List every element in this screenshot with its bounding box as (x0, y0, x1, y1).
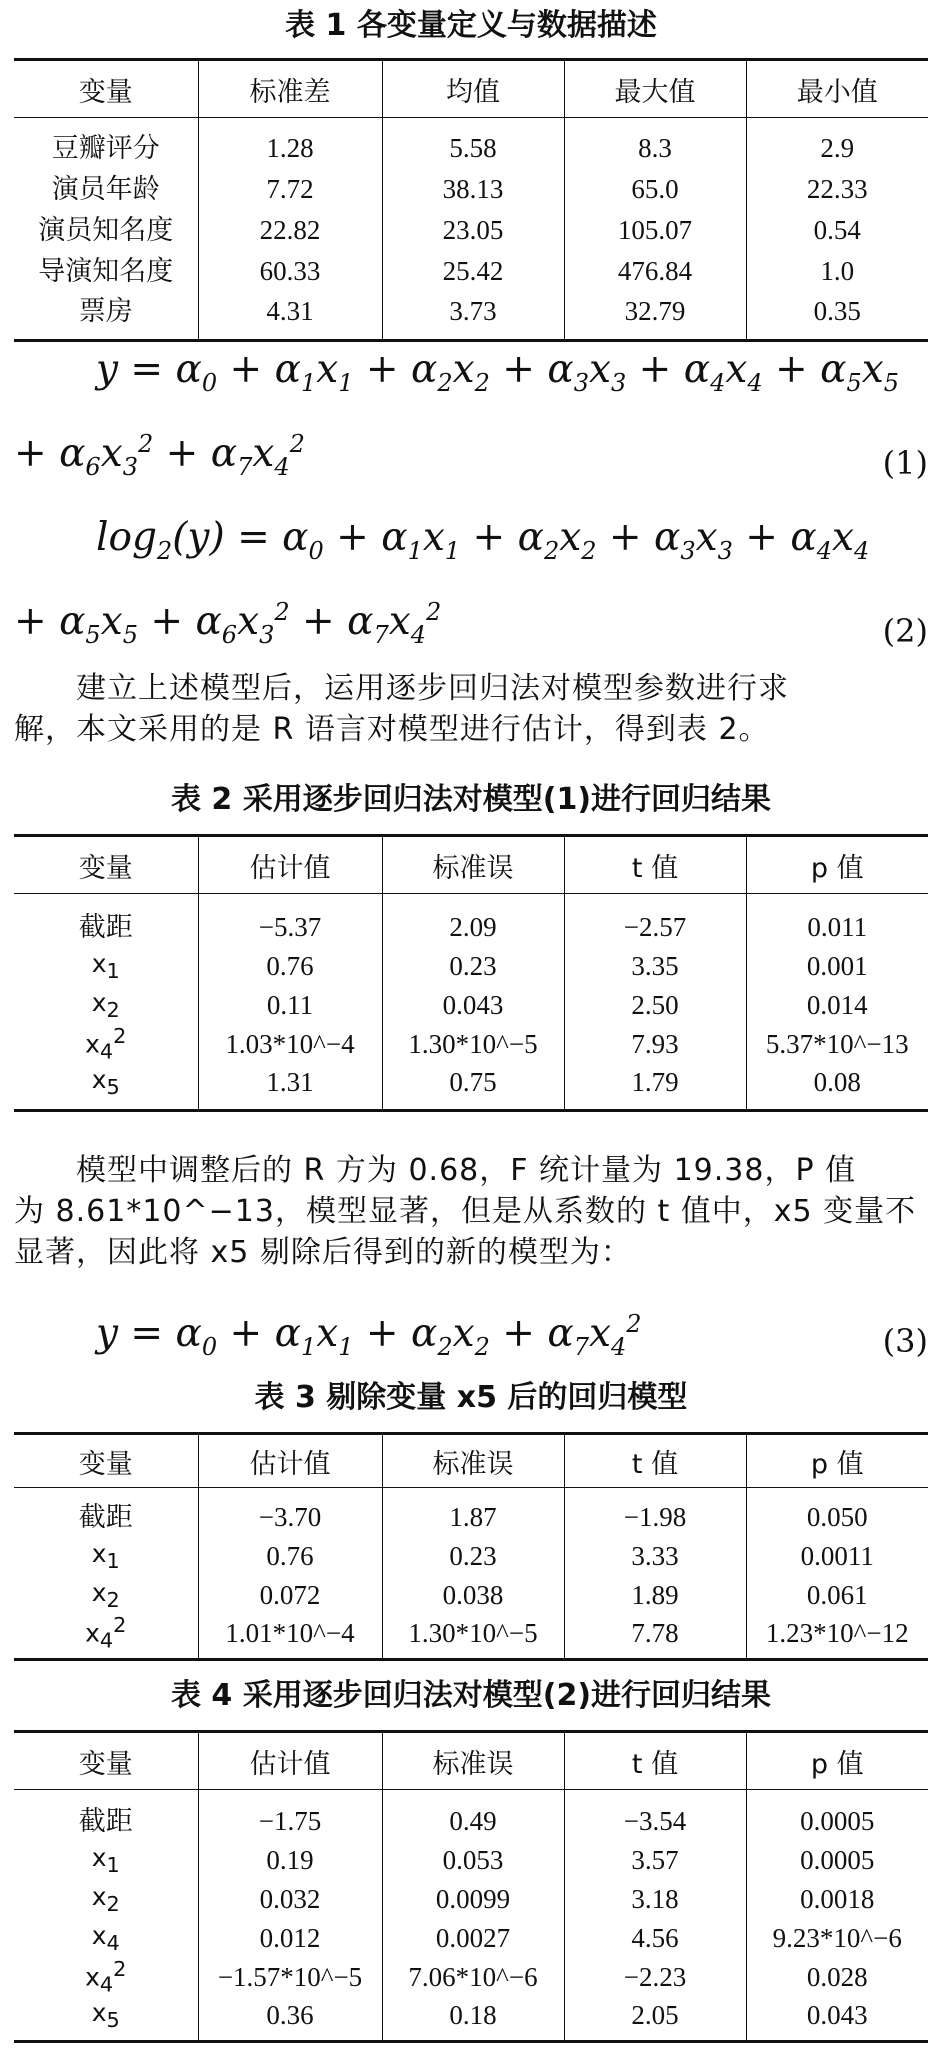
table2-cell: 0.76 (198, 947, 382, 986)
table4-cell: 0.19 (198, 1841, 382, 1880)
table3-cell: 1.30*10^−5 (382, 1615, 564, 1660)
table2-cell: −2.57 (564, 894, 746, 947)
equation-3-number: (3) (882, 1322, 928, 1360)
table1-header-1: 标准差 (198, 60, 382, 118)
equation-1-line2: + $\alpha_6x_3^2 + \alpha_7x_4^2$ (14, 430, 305, 481)
table3-cell: 0.038 (382, 1576, 564, 1615)
table2-cell: 0.08 (746, 1064, 928, 1111)
table2-cell: 1.79 (564, 1064, 746, 1111)
table4-caption: 表 4 采用逐步回归法对模型(2)进行回归结果 (170, 1678, 772, 1713)
table1-cell: 1.28 (198, 118, 382, 169)
table3-cell: 1.89 (564, 1576, 746, 1615)
table1-cell: 8.3 (564, 118, 746, 169)
equation-2-line1: $\log_2(y) = \alpha_0 + \alpha_1x_1 + \alpha_2x_2 + \alpha_3x_3 + \alpha_4x_4$ (96, 515, 870, 565)
table-row (14, 1537, 928, 1576)
table1-cell: 演员知名度 (38, 214, 174, 246)
table3-cell: $x_2$ (91, 1577, 120, 1612)
table-row (14, 894, 928, 947)
table3-cell: 0.072 (198, 1576, 382, 1615)
table4-cell: 7.06*10^−6 (382, 1958, 564, 1997)
table3-cell: $x_1$ (91, 1538, 120, 1573)
equation-1-line1: $y = \alpha_0 + \alpha_1x_1 + \alpha_2x_2 + \alpha_3x_3 + \alpha_4x_4 + \alpha_5x_5$ (96, 347, 899, 397)
paragraph-1-line2: 解，本文采用的是 R 语言对模型进行估计，得到表 2。 (14, 712, 770, 747)
table2-caption: 表 2 采用逐步回归法对模型(1)进行回归结果 (170, 782, 772, 817)
table2 (14, 834, 928, 1112)
table-row (14, 1576, 928, 1615)
table1-cell: 导演知名度 (38, 255, 174, 287)
table2-cell: 1.30*10^−5 (382, 1025, 564, 1064)
table2-cell: −5.37 (198, 894, 382, 947)
table2-cell: 2.09 (382, 894, 564, 947)
table3-header-1: 估计值 (198, 1434, 382, 1488)
table3-cell: 0.0011 (746, 1537, 928, 1576)
table-row (14, 1880, 928, 1919)
table3-header-0: 变量 (14, 1434, 198, 1488)
table4-cell: −1.57*10^−5 (198, 1958, 382, 1997)
table2-cell: 截距 (78, 911, 133, 943)
table4-cell: 4.56 (564, 1919, 746, 1958)
paragraph-2-line1: 模型中调整后的 R 方为 0.68，F 统计量为 19.38，P 值 (76, 1153, 857, 1188)
table4-cell: 9.23*10^−6 (746, 1919, 928, 1958)
table4-cell: $x_2$ (91, 1881, 120, 1916)
table1-cell: 1.0 (746, 251, 928, 292)
table3-cell: 0.061 (746, 1576, 928, 1615)
table2-cell: 0.043 (382, 986, 564, 1025)
table-row (14, 1615, 928, 1660)
table4-cell: 0.0027 (382, 1919, 564, 1958)
table3-cell: 0.050 (746, 1488, 928, 1537)
table-row (14, 169, 928, 210)
table2-cell: 5.37*10^−13 (746, 1025, 928, 1064)
table1-cell: 3.73 (382, 292, 564, 341)
table-row (14, 292, 928, 341)
paragraph-2-line3: 显著，因此将 x5 剔除后得到的新的模型为： (14, 1235, 632, 1270)
table4-cell: 2.05 (564, 1997, 746, 2042)
table1-header-0: 变量 (14, 60, 198, 118)
table1-cell: 演员年龄 (51, 173, 160, 205)
table3-cell: 7.78 (564, 1615, 746, 1660)
table2-cell: 0.75 (382, 1064, 564, 1111)
table-row (14, 251, 928, 292)
table1-header-4: 最小值 (746, 60, 928, 118)
table1-cell: 2.9 (746, 118, 928, 169)
table3-cell: −1.98 (564, 1488, 746, 1537)
table-row (14, 986, 928, 1025)
table4-cell: $x_5$ (91, 1997, 120, 2032)
paragraph-1-line1: 建立上述模型后，运用逐步回归法对模型参数进行求 (76, 671, 789, 706)
table1-cell: 38.13 (382, 169, 564, 210)
table4-cell: 0.043 (746, 1997, 928, 2042)
table-row (14, 1919, 928, 1958)
table2-cell: 3.35 (564, 947, 746, 986)
table4-cell: 0.053 (382, 1841, 564, 1880)
table3-cell: 0.23 (382, 1537, 564, 1576)
table2-cell: 2.50 (564, 986, 746, 1025)
table1-cell: 476.84 (564, 251, 746, 292)
table3-caption: 表 3 剔除变量 x5 后的回归模型 (254, 1380, 688, 1415)
table1-cell: 105.07 (564, 210, 746, 251)
table4-cell: $x_4$ (91, 1920, 120, 1955)
table3-cell: $x_4^2$ (85, 1613, 127, 1653)
table4-cell: 0.49 (382, 1790, 564, 1841)
table3-cell: 1.01*10^−4 (198, 1615, 382, 1660)
table3-header-3: t 值 (564, 1434, 746, 1488)
paragraph-1 (14, 668, 930, 750)
table1-cell: 7.72 (198, 169, 382, 210)
table-row (14, 1841, 928, 1880)
table2-cell: 0.001 (746, 947, 928, 986)
table4-cell: $x_1$ (91, 1842, 120, 1877)
equation-1-number: (1) (882, 444, 928, 482)
table3-cell: 截距 (78, 1501, 133, 1533)
equation-2-line2: + $\alpha_5x_5 + \alpha_6x_3^2 + \alpha_7x_4^2$ (14, 598, 442, 649)
table-row (14, 1025, 928, 1064)
table4-cell: −3.54 (564, 1790, 746, 1841)
table3-cell: 0.76 (198, 1537, 382, 1576)
table2-cell: 0.11 (198, 986, 382, 1025)
table4-header-3: t 值 (564, 1732, 746, 1790)
equation-3: $y = \alpha_0 + \alpha_1x_1 + \alpha_2x_2 + \alpha_7x_4^2$ (96, 1310, 642, 1361)
table-row (14, 1488, 928, 1537)
table1-header-2: 均值 (382, 60, 564, 118)
table4-cell: 3.57 (564, 1841, 746, 1880)
table2-cell: $x_1$ (91, 948, 120, 983)
table2-cell: 0.23 (382, 947, 564, 986)
table1-header-3: 最大值 (564, 60, 746, 118)
table1-cell: 豆瓣评分 (51, 132, 160, 164)
table-row (14, 118, 928, 169)
table4-header-1: 估计值 (198, 1732, 382, 1790)
table-row (14, 947, 928, 986)
table4-cell: 0.18 (382, 1997, 564, 2042)
table4-cell: 0.0099 (382, 1880, 564, 1919)
table2-header-2: 标准误 (382, 836, 564, 894)
table2-cell: 0.014 (746, 986, 928, 1025)
table4-cell: −1.75 (198, 1790, 382, 1841)
table4-cell: 0.012 (198, 1919, 382, 1958)
table4-cell: −2.23 (564, 1958, 746, 1997)
table4-cell: 0.36 (198, 1997, 382, 2042)
table4-cell: 0.0005 (746, 1841, 928, 1880)
table3-header-4: p 值 (746, 1434, 928, 1488)
table2-cell: 0.011 (746, 894, 928, 947)
table4-cell: 3.18 (564, 1880, 746, 1919)
table-row (14, 1790, 928, 1841)
table1-cell: 22.82 (198, 210, 382, 251)
table1-cell: 60.33 (198, 251, 382, 292)
paragraph-2-line2 (14, 1191, 930, 1232)
table2-cell: 1.31 (198, 1064, 382, 1111)
table4-header-4: p 值 (746, 1732, 928, 1790)
table1 (14, 58, 928, 342)
table3 (14, 1432, 928, 1661)
table3-cell: 1.23*10^−12 (746, 1615, 928, 1660)
table1-cell: 25.42 (382, 251, 564, 292)
table1-cell: 4.31 (198, 292, 382, 341)
table-row (14, 1064, 928, 1111)
table1-cell: 0.35 (746, 292, 928, 341)
table2-cell: 1.03*10^−4 (198, 1025, 382, 1064)
table2-header-4: p 值 (746, 836, 928, 894)
table3-header-2: 标准误 (382, 1434, 564, 1488)
table2-header-0: 变量 (14, 836, 198, 894)
table4-header-2: 标准误 (382, 1732, 564, 1790)
table1-cell: 22.33 (746, 169, 928, 210)
equation-2-number: (2) (882, 612, 928, 650)
table4-cell: $x_4^2$ (85, 1956, 127, 1997)
table1-cell: 5.58 (382, 118, 564, 169)
table1-caption: 表 1 各变量定义与数据描述 (285, 8, 657, 43)
table3-cell: −3.70 (198, 1488, 382, 1537)
table1-cell: 32.79 (564, 292, 746, 341)
paragraph-2-line2-text: 为 8.61*10^−13，模型显著，但是从系数的 t 值中，x5 变量不 (14, 1194, 917, 1229)
table4-cell: 0.028 (746, 1958, 928, 1997)
table4-cell: 0.032 (198, 1880, 382, 1919)
table2-cell: $x_5$ (91, 1064, 120, 1099)
table2-header-3: t 值 (564, 836, 746, 894)
table2-header-1: 估计值 (198, 836, 382, 894)
table1-cell: 23.05 (382, 210, 564, 251)
table4-cell: 0.0018 (746, 1880, 928, 1919)
table-row (14, 210, 928, 251)
table4 (14, 1730, 928, 2043)
table-row (14, 1997, 928, 2042)
paragraph-2 (14, 1150, 930, 1273)
table2-cell: $x_2$ (91, 987, 120, 1022)
table1-cell: 65.0 (564, 169, 746, 210)
table2-cell: $x_4^2$ (85, 1023, 127, 1064)
table2-cell: 7.93 (564, 1025, 746, 1064)
table1-cell: 票房 (78, 295, 133, 327)
table4-cell: 0.0005 (746, 1790, 928, 1841)
table4-cell: 截距 (78, 1805, 133, 1837)
table3-cell: 3.33 (564, 1537, 746, 1576)
table3-cell: 1.87 (382, 1488, 564, 1537)
table4-header-0: 变量 (14, 1732, 198, 1790)
table-row (14, 1958, 928, 1997)
table1-cell: 0.54 (746, 210, 928, 251)
